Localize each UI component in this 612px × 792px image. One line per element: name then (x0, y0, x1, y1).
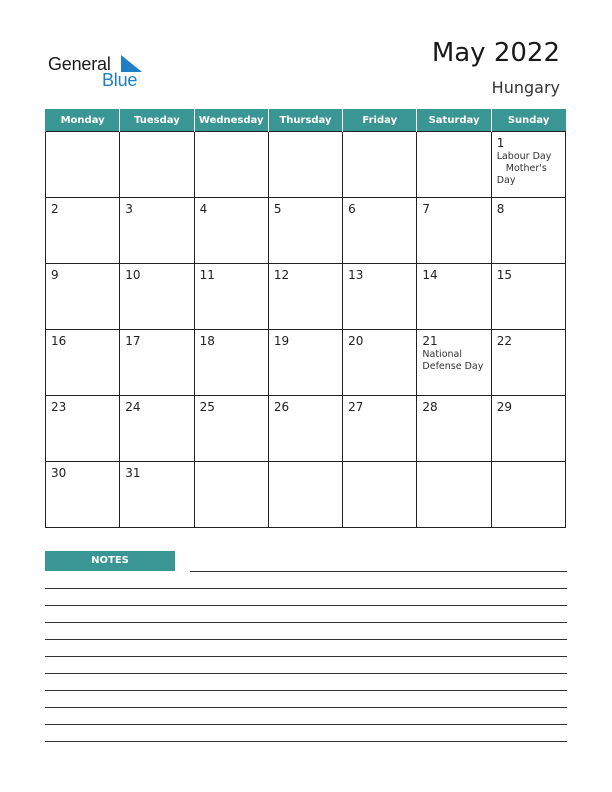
calendar-day-cell[interactable] (120, 462, 194, 528)
calendar-day-cell[interactable] (46, 198, 120, 264)
day-number: 20 (348, 334, 364, 348)
day-number: 1 (496, 136, 505, 150)
calendar-day-cell[interactable] (343, 132, 417, 198)
day-number: 6 (348, 202, 356, 216)
calendar-day-cell[interactable] (120, 396, 194, 462)
weekday-header-wednesday: Wednesday (194, 109, 268, 132)
calendar-day-cell[interactable] (194, 264, 268, 330)
calendar-day-cell[interactable] (268, 198, 342, 264)
day-number: 14 (422, 268, 438, 282)
calendar-week-row (46, 396, 566, 462)
day-number: 26 (273, 400, 290, 414)
logo-text-blue: Blue (102, 70, 138, 90)
day-number: 8 (496, 202, 505, 216)
holiday-event: Defense Day (422, 361, 484, 372)
calendar-day-cell[interactable] (343, 462, 417, 528)
calendar-body (46, 132, 566, 528)
calendar-day-cell[interactable] (120, 264, 194, 330)
day-number: 2 (51, 202, 59, 216)
notes-line[interactable] (45, 741, 567, 742)
day-number: 11 (199, 268, 215, 282)
notes-header: NOTES (45, 551, 175, 571)
brand-logo (48, 52, 158, 92)
day-number: 4 (199, 202, 208, 216)
calendar-day-cell[interactable] (491, 132, 565, 198)
notes-line[interactable] (45, 639, 567, 640)
weekday-header-thursday: Thursday (268, 109, 342, 132)
calendar-day-cell[interactable] (343, 330, 417, 396)
notes-line[interactable] (45, 690, 567, 691)
calendar-day-cell[interactable] (491, 330, 565, 396)
calendar-day-cell[interactable] (268, 264, 342, 330)
calendar-day-cell[interactable] (491, 264, 565, 330)
calendar-week-row (46, 132, 566, 198)
day-number: 17 (125, 334, 141, 348)
day-number: 12 (273, 268, 290, 282)
day-number: 21 (422, 334, 438, 348)
day-number: 10 (125, 268, 141, 282)
day-number: 28 (422, 400, 438, 414)
day-number: 30 (51, 466, 67, 480)
notes-line[interactable] (190, 571, 567, 572)
calendar-day-cell[interactable] (46, 264, 120, 330)
calendar-day-cell[interactable] (417, 198, 491, 264)
calendar-day-cell[interactable] (120, 132, 194, 198)
weekday-header-monday: Monday (46, 109, 120, 132)
notes-line[interactable] (45, 707, 567, 708)
calendar-week-row (46, 198, 566, 264)
day-number: 16 (51, 334, 67, 348)
calendar-day-cell[interactable] (46, 330, 120, 396)
notes-line[interactable] (45, 622, 567, 623)
calendar-day-cell[interactable] (343, 264, 417, 330)
calendar-day-cell[interactable] (46, 396, 120, 462)
logo-text-general: General (48, 54, 111, 74)
calendar-day-cell[interactable] (194, 330, 268, 396)
day-number: 29 (496, 400, 512, 414)
day-number: 13 (348, 268, 364, 282)
holiday-event: Labour Day (496, 151, 552, 162)
calendar-day-cell[interactable] (120, 198, 194, 264)
day-number: 5 (273, 202, 282, 216)
calendar-grid (45, 109, 566, 528)
calendar-day-cell[interactable] (268, 330, 342, 396)
weekday-header-tuesday: Tuesday (120, 109, 194, 132)
weekday-header-saturday: Saturday (417, 109, 491, 132)
day-number: 7 (422, 202, 431, 216)
day-number: 31 (125, 466, 141, 480)
calendar-week-row (46, 330, 566, 396)
day-number: 25 (199, 400, 215, 414)
calendar-day-cell[interactable] (417, 462, 491, 528)
notes-line[interactable] (45, 656, 567, 657)
calendar-title: May 2022 (431, 38, 560, 68)
weekday-header-sunday: Sunday (491, 109, 565, 132)
holiday-event: National (422, 349, 462, 360)
calendar-day-cell[interactable] (491, 198, 565, 264)
calendar-day-cell[interactable] (194, 198, 268, 264)
calendar-day-cell[interactable] (491, 396, 565, 462)
day-number: 24 (125, 400, 141, 414)
calendar-day-cell[interactable] (120, 330, 194, 396)
day-number: 3 (125, 202, 133, 216)
holiday-event: Mother's (496, 163, 547, 174)
holiday-event: Day (496, 175, 516, 186)
calendar-day-cell[interactable] (46, 462, 120, 528)
notes-line[interactable] (45, 588, 567, 589)
calendar-day-cell[interactable] (268, 132, 342, 198)
day-number: 23 (51, 400, 67, 414)
calendar-day-cell[interactable] (417, 330, 491, 396)
calendar-day-cell[interactable] (194, 132, 268, 198)
day-number: 27 (348, 400, 364, 414)
day-number: 9 (51, 268, 59, 282)
calendar-day-cell[interactable] (46, 132, 120, 198)
calendar-week-row (46, 264, 566, 330)
calendar-country: Hungary (491, 78, 560, 97)
notes-line[interactable] (45, 724, 567, 725)
day-number: 19 (273, 334, 290, 348)
day-number: 18 (199, 334, 215, 348)
calendar-day-cell[interactable] (343, 396, 417, 462)
day-number: 15 (496, 268, 512, 282)
calendar-day-cell[interactable] (417, 396, 491, 462)
day-number: 22 (496, 334, 512, 348)
notes-line[interactable] (45, 673, 567, 674)
calendar-day-cell[interactable] (491, 462, 565, 528)
calendar-day-cell[interactable] (194, 462, 268, 528)
calendar-day-cell[interactable] (268, 396, 342, 462)
calendar-day-cell[interactable] (194, 396, 268, 462)
calendar-day-cell[interactable] (268, 462, 342, 528)
calendar-day-cell[interactable] (343, 198, 417, 264)
notes-line[interactable] (45, 605, 567, 606)
weekday-header-friday: Friday (343, 109, 417, 132)
calendar-week-row (46, 462, 566, 528)
calendar-day-cell[interactable] (417, 132, 491, 198)
weekday-header-row (46, 109, 566, 132)
calendar-day-cell[interactable] (417, 264, 491, 330)
